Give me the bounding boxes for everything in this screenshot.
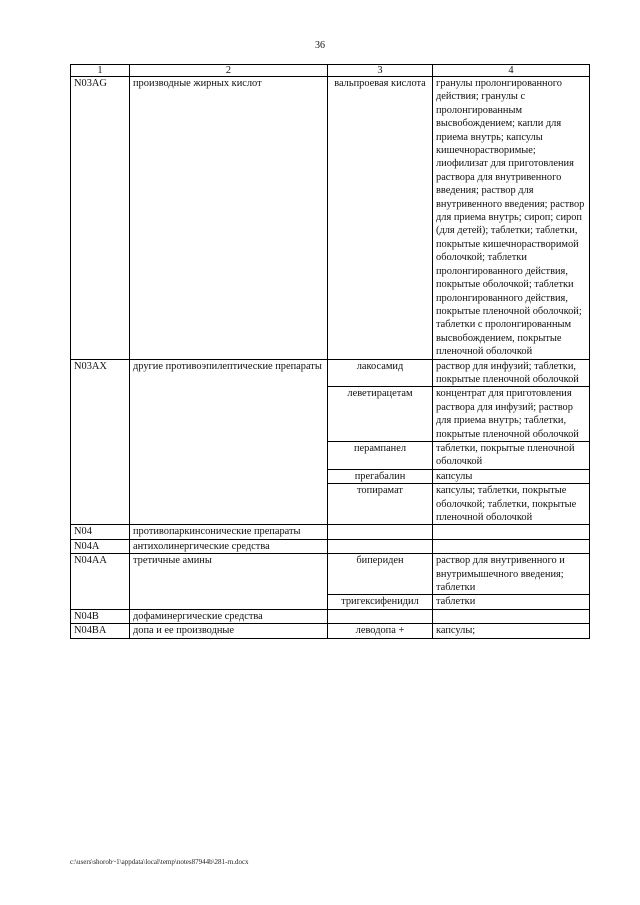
table-row — [71, 609, 590, 623]
dosage-forms-cell: капсулы; таблетки, покрытые оболочкой; таблетки, покрытые пленочной оболочкой — [433, 484, 590, 525]
drug-cell: перампанел — [328, 441, 433, 469]
dosage-forms-cell — [433, 525, 590, 539]
atc-code-cell: N04 — [71, 525, 130, 539]
table-header-row — [71, 65, 590, 77]
group-cell: антихолинергические средства — [130, 539, 328, 553]
atc-code-cell: N04B — [71, 609, 130, 623]
drug-cell: лакосамид — [328, 359, 433, 387]
table-row — [71, 624, 590, 638]
atc-code-cell: N04A — [71, 539, 130, 553]
file-path-footer: c:\users\shorob~1\appdata\local\temp\notes87944b\281-rn.docx — [70, 858, 249, 866]
drug-cell: леводопа + — [328, 624, 433, 638]
column-header-2: 2 — [130, 65, 328, 77]
drug-cell: топирамат — [328, 484, 433, 525]
column-header-3: 3 — [328, 65, 433, 77]
column-header-4: 4 — [433, 65, 590, 77]
drug-cell — [328, 609, 433, 623]
dosage-forms-cell — [433, 609, 590, 623]
group-cell: допа и ее производные — [130, 624, 328, 638]
drug-cell: бипериден — [328, 554, 433, 595]
group-cell: другие противоэпилептические препараты — [130, 359, 328, 525]
group-cell: третичные амины — [130, 554, 328, 610]
dosage-forms-cell: капсулы; — [433, 624, 590, 638]
table-row — [71, 359, 590, 387]
atc-code-cell: N03AG — [71, 77, 130, 360]
drug-table — [70, 64, 590, 639]
atc-code-cell: N03AX — [71, 359, 130, 525]
column-header-1: 1 — [71, 65, 130, 77]
dosage-forms-cell — [433, 539, 590, 553]
drug-cell: тригексифенидил — [328, 595, 433, 609]
table-row — [71, 77, 590, 360]
group-cell: производные жирных кислот — [130, 77, 328, 360]
dosage-forms-cell: таблетки, покрытые пленочной оболочкой — [433, 441, 590, 469]
dosage-forms-cell: капсулы — [433, 469, 590, 483]
drug-cell — [328, 539, 433, 553]
group-cell: дофаминергические средства — [130, 609, 328, 623]
drug-cell — [328, 525, 433, 539]
atc-code-cell: N04BA — [71, 624, 130, 638]
drug-cell: леветирацетам — [328, 387, 433, 442]
atc-code-cell: N04AA — [71, 554, 130, 610]
table-row — [71, 539, 590, 553]
table-row — [71, 554, 590, 595]
dosage-forms-cell: раствор для инфузий; таблетки, покрытые пленочной оболочкой — [433, 359, 590, 387]
drug-cell: вальпроевая кислота — [328, 77, 433, 360]
dosage-forms-cell: раствор для внутривенного и внутримышечного введения; таблетки — [433, 554, 590, 595]
group-cell: противопаркинсонические препараты — [130, 525, 328, 539]
dosage-forms-cell: концентрат для приготовления раствора для инфузий; раствор для приема внутрь; таблетки, покрытые пленочной оболочкой — [433, 387, 590, 442]
dosage-forms-cell: гранулы пролонгированного действия; гранулы с пролонгированным высвобождением; капли для приема внутрь; капсулы кишечнорастворимые; лиофилизат для приготовления раствора для внутривенного введения; раствор для внутривенного введения; раствор для приема внутрь; сироп; сироп (для детей); таблетки; таблетки, покрытые кишечнорастворимой оболочкой; таблетки пролонгированного действия, покрытые оболочкой; таблетки пролонгированного действия, покрытые пленочной оболочкой; таблетки с пролонгированным высвобождением, покрытые пленочной оболочкой — [433, 77, 590, 360]
table-row — [71, 525, 590, 539]
dosage-forms-cell: таблетки — [433, 595, 590, 609]
drug-cell: прегабалин — [328, 469, 433, 483]
page-number: 36 — [315, 40, 325, 51]
